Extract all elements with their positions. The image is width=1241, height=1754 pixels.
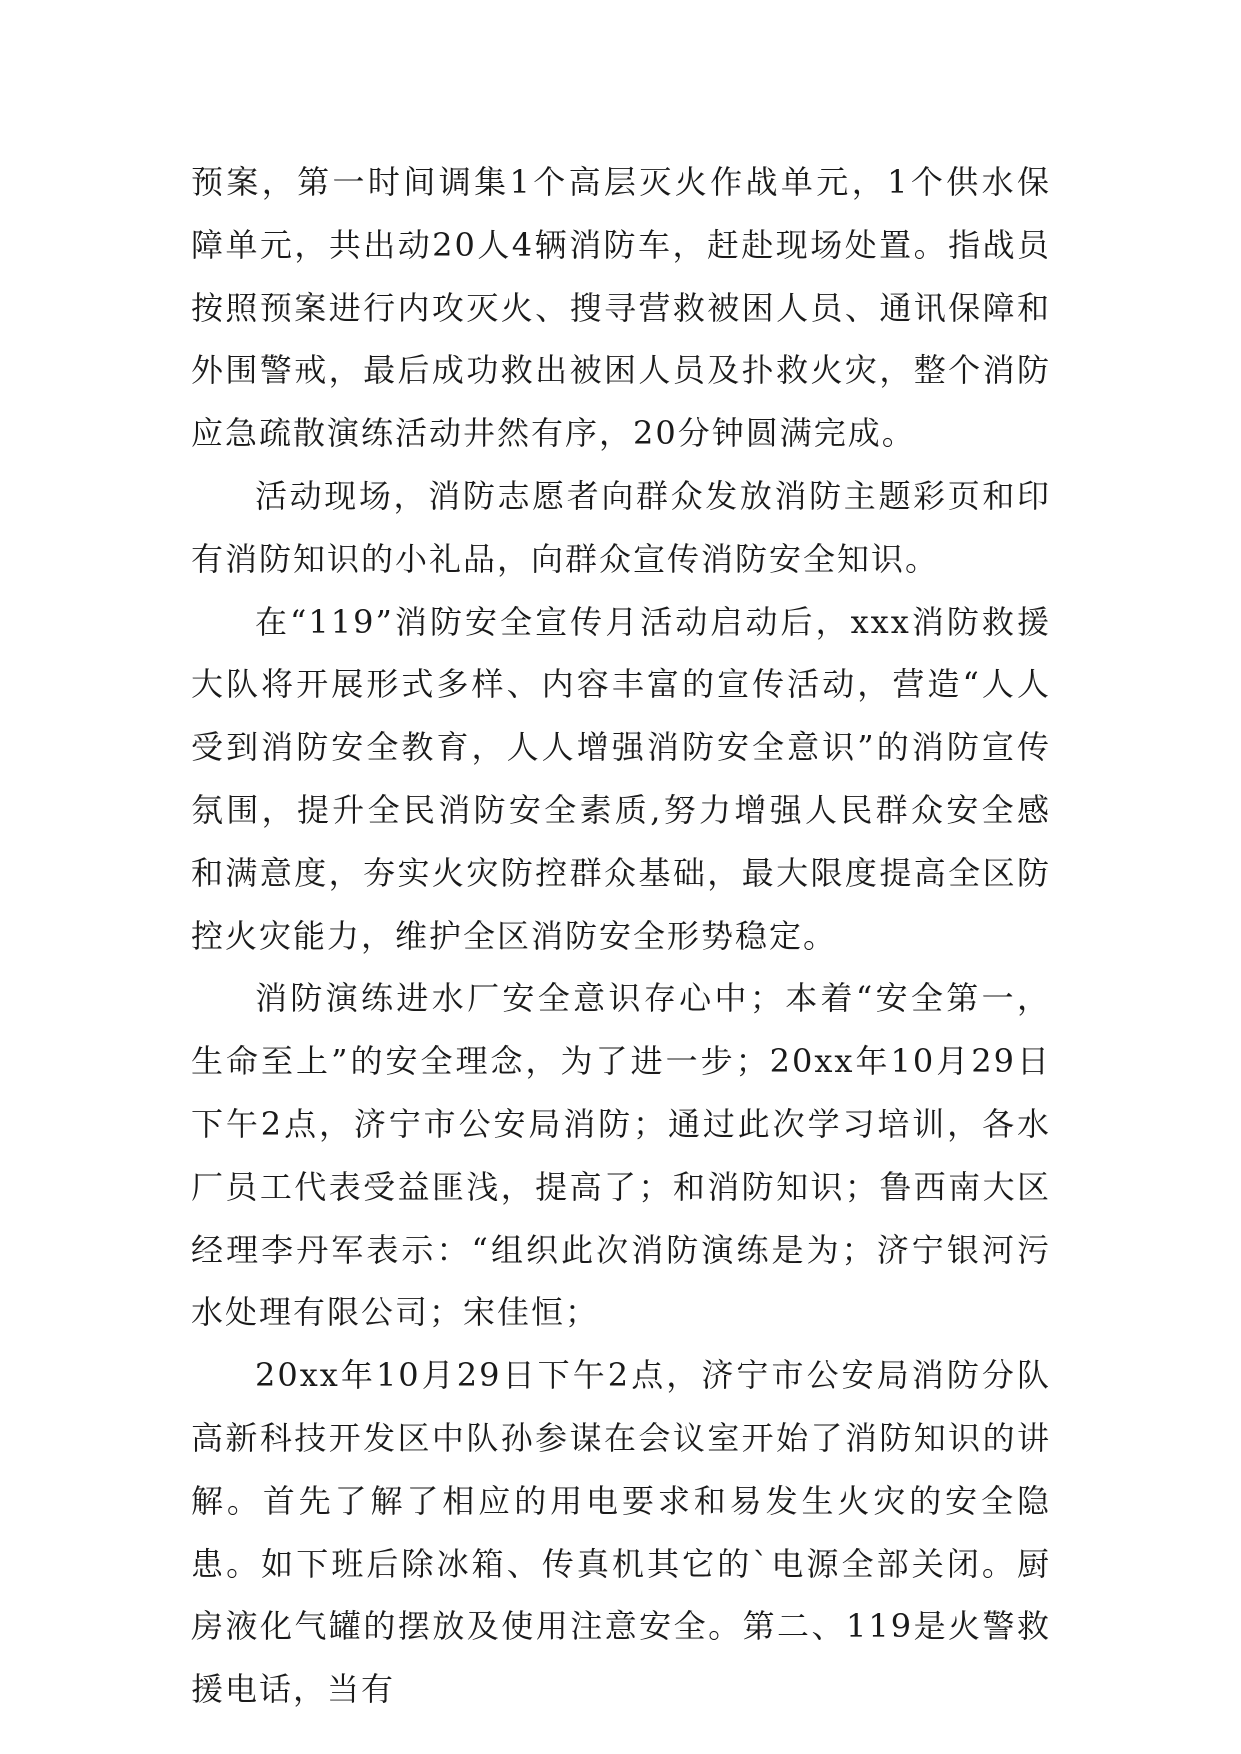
document-body [191, 151, 1051, 1721]
paragraph-2: 活动现场，消防志愿者向群众发放消防主题彩页和印有消防知识的小礼品，向群众宣传消防安全知识。 [191, 476, 1051, 578]
paragraph-1: 预案，第一时间调集1个高层灭火作战单元，1个供水保障单元，共出动20人4辆消防车，赶赴现场处置。指战员按照预案进行内攻灭火、搜寻营救被困人员、通讯保障和外围警戒，最后成功救出被困人员及扑救火灾，整个消防应急疏散演练活动井然有序，20分钟圆满完成。 [191, 163, 1051, 453]
paragraph-3: 在“119”消防安全宣传月活动启动后，xxx消防救援大队将开展形式多样、内容丰富的宣传活动，营造“人人受到消防安全教育，人人增强消防安全意识”的消防宣传氛围，提升全民消防安全素质,努力增强人民群众安全感和满意度，夯实火灾防控群众基础，最大限度提高全区防控火灾能力，维护全区消防安全形势稳定。 [191, 602, 1051, 955]
paragraph-4: 消防演练进水厂安全意识存心中；本着“安全第一，生命至上”的安全理念，为了进一步；20xx年10月29日下午2点，济宁市公安局消防；通过此次学习培训，各水厂员工代表受益匪浅，提高了；和消防知识；鲁西南大区经理李丹军表示：“组织此次消防演练是为；济宁银河污水处理有限公司；宋佳恒； [191, 979, 1051, 1332]
paragraph-5: 20xx年10月29日下午2点，济宁市公安局消防分队高新科技开发区中队孙参谋在会议室开始了消防知识的讲解。首先了解了相应的用电要求和易发生火灾的安全隐患。如下班后除冰箱、传真机其它的`电源全部关闭。厨房液化气罐的摆放及使用注意安全。第二、119是火警救援电话，当有 [191, 1356, 1051, 1709]
